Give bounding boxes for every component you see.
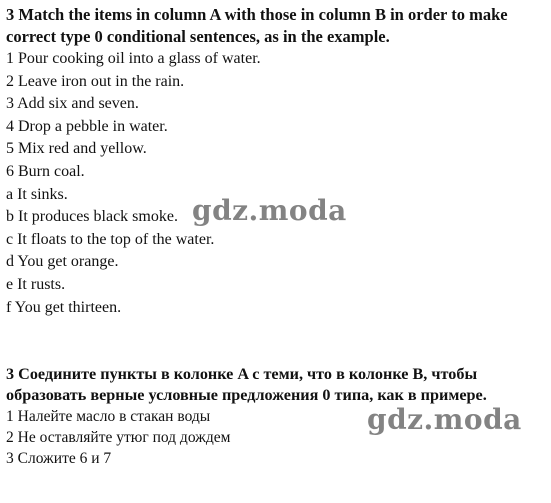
- exercise-ru-heading-line-2: образовать верные условные предложения 0 типа, как в примере.: [6, 386, 487, 404]
- ru-item-2: 2 Не оставляйте утюг под дождем: [6, 429, 231, 446]
- column-a-item-2: 2 Leave iron out in the rain.: [6, 72, 185, 90]
- column-b-item-d: d You get orange.: [6, 253, 119, 271]
- column-b-item-e: e It rusts.: [6, 275, 66, 293]
- column-b-item-f: f You get thirteen.: [6, 298, 122, 316]
- column-b-item-b: b It produces black smoke.: [6, 208, 178, 226]
- column-a-item-1: 1 Pour cooking oil into a glass of water.: [6, 50, 261, 67]
- column-a-item-3: 3 Add six and seven.: [6, 95, 139, 113]
- watermark-logo: gdz.moda: [367, 403, 522, 436]
- exercise-heading-line-1: 3 Match the items in column A with those in column B in order to make: [6, 5, 508, 24]
- exercise-heading-line-2: correct type 0 conditional sentences, as in the example.: [6, 27, 390, 46]
- column-a-item-5: 5 Mix red and yellow.: [6, 140, 147, 158]
- column-a-item-4: 4 Drop a pebble in water.: [6, 117, 168, 135]
- ru-item-3: 3 Сложите 6 и 7: [6, 450, 112, 467]
- watermark-logo: gdz.moda: [192, 194, 347, 227]
- exercise-english: [6, 4, 546, 319]
- exercise-ru-heading-line-1: 3 Соедините пункты в колонке A с теми, что в колонке B, чтобы: [6, 365, 478, 383]
- column-a-item-6: 6 Burn coal.: [6, 162, 85, 180]
- column-b-item-a: a It sinks.: [6, 185, 68, 203]
- ru-item-1: 1 Налейте масло в стакан воды: [6, 408, 211, 425]
- column-b-item-c: c It floats to the top of the water.: [6, 230, 215, 248]
